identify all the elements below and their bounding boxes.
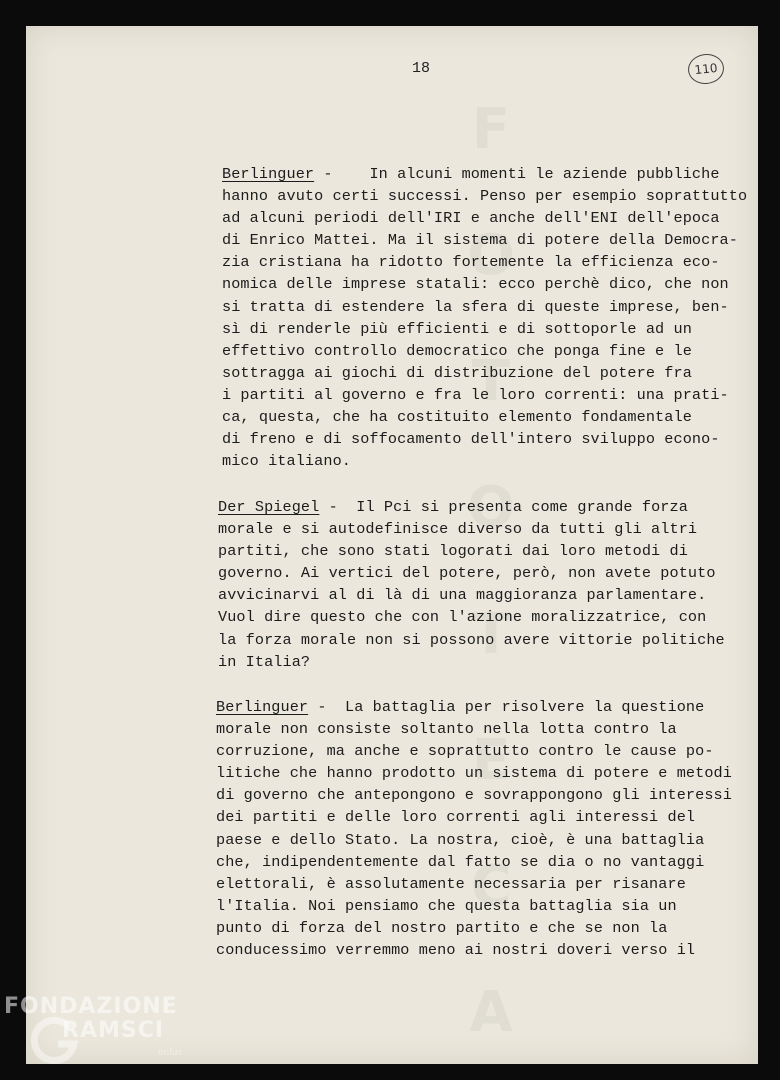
- passage-berlinguer-1: [222, 163, 747, 472]
- archive-stamp: 110: [687, 52, 726, 86]
- logo-onlus: onlus: [158, 1048, 183, 1058]
- speaker-label: Berlinguer: [216, 698, 309, 716]
- speaker-label: Berlinguer: [222, 165, 315, 183]
- passage-body: In alcuni momenti le aziende pubbliche hanno avuto certi successi. Penso per esempio soprattutto ad alcuni periodi dell'IRI e anche dell'ENI dell'epoca di Enrico Mattei. Ma il sistema di potere della Democra- zia cristiana ha ridotto fortemente la efficienza eco- nomica delle imprese statali: ecco perchè dico, che non si tratta di estendere la sfera di queste imprese, ben- sì di renderle più efficienti e di sottoporle ad un effettivo controllo democratico che ponga fine e le sottragga ai giochi di distribuzione del potere fra i partiti al governo e fra le loro correnti: una prati- ca, questa, che ha costituito elemento fondamentale di freno e di soffocamento dell'intero sviluppo econo- mico italiano.: [222, 165, 748, 471]
- passage-berlinguer-2: [216, 696, 732, 961]
- passage-body: La battaglia per risolvere la questione morale non consiste soltanto nella lotta contro la corruzione, ma anche e soprattutto contro le cause po- litiche che hanno prodotto un sistema di potere e metodi di governo che antepongono e sovrappongono gli interessi dei partiti e delle loro correnti agli interessi del paese e dello Stato. La nostra, cioè, è una battaglia che, indipendentemente dal fatto se dia o no vantaggi elettorali, è assolutamente necessaria per risanare l'Italia. Noi pensiamo che questa battaglia sia un punto di forza del nostro partito e che se non la conducessimo verremmo meno ai nostri doveri verso il: [216, 698, 732, 960]
- passage-der-spiegel: [218, 496, 725, 673]
- logo-line2: RAMSCI: [62, 1018, 165, 1043]
- page-number: 18: [412, 60, 431, 77]
- logo-line1: FONDAZIONE: [4, 994, 178, 1019]
- fondazione-gramsci-logo: [2, 994, 202, 1080]
- speaker-separator: -: [314, 165, 342, 183]
- passage-body: Il Pci si presenta come grande forza morale e si autodefinisce diverso da tutti gli altri partiti, che sono stati logorati dai loro metodi di governo. Ai vertici del potere, però, non avete potuto avvicinarvi al di là di una maggioranza parlamentare. Vuol dire questo che con l'azione moralizzatrice, con la forza morale non si possono avere vittorie politiche in Italia?: [218, 498, 725, 671]
- speaker-label: Der Spiegel: [218, 498, 320, 516]
- speaker-separator: -: [319, 498, 348, 516]
- speaker-separator: -: [308, 698, 336, 716]
